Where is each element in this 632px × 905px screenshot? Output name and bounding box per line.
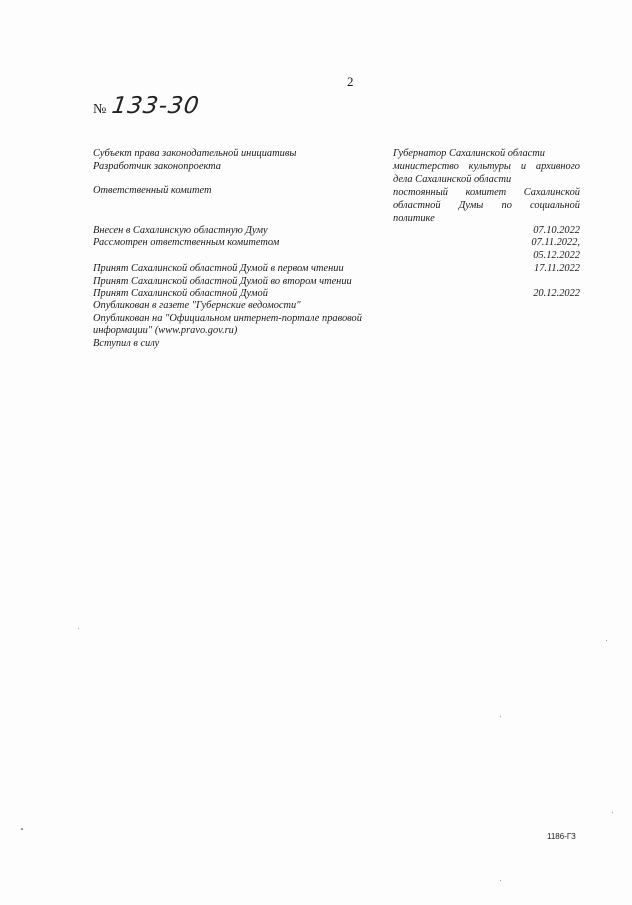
committee-label: Ответственный комитет	[93, 185, 212, 196]
published-gazette-label: Опубликован в газете "Губернские ведомости"	[93, 300, 301, 311]
scan-speck	[78, 628, 79, 629]
reviewed-date-2: 05.12.2022	[533, 250, 580, 261]
scan-speck	[21, 828, 23, 830]
scan-speck	[500, 716, 501, 717]
reviewed-label: Рассмотрен ответственным комитетом	[93, 237, 280, 248]
page-number: 2	[347, 74, 354, 89]
developer-value-line-1: министерство культуры и архивного	[393, 161, 580, 172]
submitted-label: Внесен в Сахалинскую областную Думу	[93, 225, 268, 236]
number-sign: №	[93, 102, 107, 117]
scan-speck	[500, 880, 501, 881]
subject-value-block	[393, 147, 580, 225]
subject-value: Губернатор Сахалинской области	[393, 148, 545, 159]
committee-value-line-1: постоянный комитет Сахалинской	[393, 187, 580, 198]
handwritten-number: 133-30	[110, 93, 202, 119]
submitted-date: 07.10.2022	[533, 225, 580, 236]
document-number	[93, 93, 200, 119]
developer-value-line-2: дела Сахалинской области	[393, 174, 512, 185]
committee-value-line-2: областной Думы по социальной	[393, 200, 580, 211]
committee-value-line-3: политике	[393, 213, 435, 224]
footer-code: 1186-ГЗ	[547, 832, 576, 841]
reviewed-date-1: 07.11.2022,	[531, 237, 580, 248]
adopted-date: 20.12.2022	[533, 288, 580, 299]
published-portal-label-line-1: Опубликован на "Официальном интернет-портале правовой	[93, 313, 362, 324]
developer-label: Разработчик законопроекта	[93, 161, 221, 172]
second-reading-label: Принят Сахалинской областной Думой во втором чтении	[93, 276, 352, 287]
first-reading-date: 17.11.2022	[534, 263, 580, 274]
effective-label: Вступил в силу	[93, 338, 160, 349]
first-reading-label: Принят Сахалинской областной Думой в первом чтении	[93, 263, 344, 274]
scan-speck	[606, 640, 607, 641]
subject-label: Субъект права законодательной инициативы	[93, 148, 297, 159]
published-portal-label-line-2: информации" (www.pravo.gov.ru)	[93, 325, 238, 336]
scan-speck	[612, 812, 613, 813]
adopted-label: Принят Сахалинской областной Думой	[93, 288, 268, 299]
